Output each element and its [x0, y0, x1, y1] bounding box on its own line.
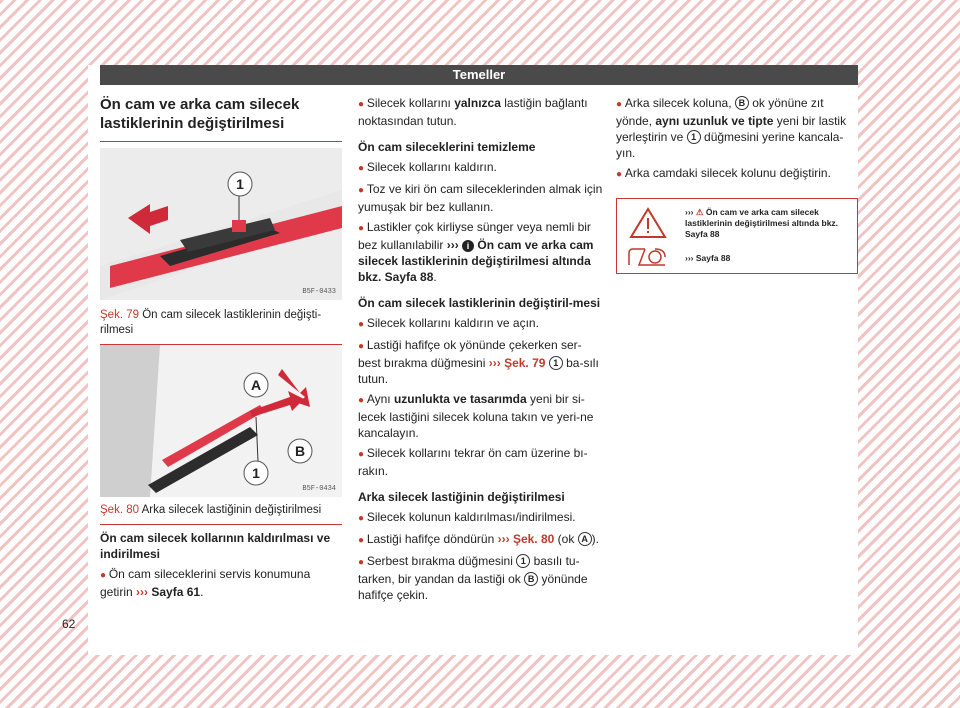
figure-ref[interactable]: Şek. 80 — [512, 532, 555, 546]
text-bold: aynı uzunluk ve tipte — [655, 114, 774, 128]
left-column — [100, 95, 342, 142]
raise-bullet — [100, 566, 342, 600]
grip-bullet — [358, 95, 603, 129]
ref-arrows: ››› — [446, 238, 459, 252]
callout-circle: B — [524, 572, 538, 586]
rear-heading: Arka silecek lastiğinin değiştirilmesi — [358, 490, 565, 504]
warning-box — [616, 198, 858, 274]
ref-arrows: ››› — [488, 356, 501, 370]
clean-bullet-2: ● Toz ve kiri ön cam sileceklerinden almak için yumuşak bir bez kullanın. — [358, 181, 603, 215]
raise-heading: Ön cam silecek kollarının kaldırılması ve indirilmesi — [100, 531, 331, 561]
caption-text: Ön cam silecek lastiklerinin değişti-rilmesi — [100, 309, 322, 336]
page-link[interactable]: Sayfa 61 — [151, 585, 201, 599]
replace-bullet-1: ● Silecek kollarını kaldırın ve açın. — [358, 315, 603, 333]
raise-text: Ön cam sileceklerini servis konumuna getirin — [100, 567, 311, 599]
ref-arrows: ››› — [136, 585, 149, 599]
replace-bullet-2 — [358, 337, 603, 387]
replace-bullet-4: ● Silecek kollarını tekrar ön cam üzerine bı-rakın. — [358, 445, 603, 479]
text: . — [433, 270, 437, 284]
text: Lastikler çok kirliyse sünger veya nemli bir bez kullanılabilir — [358, 220, 591, 252]
raise-section — [100, 530, 342, 604]
text-bold: yalnızca — [454, 96, 501, 110]
caption-number: Şek. 80 — [100, 504, 139, 516]
small-warning-icon: ⚠ — [695, 207, 704, 217]
section-title: Ön cam ve arka cam silecek lastiklerinin değiştirilmesi — [100, 95, 342, 142]
callout-circle: 1 — [549, 356, 563, 370]
text-bold: uzunlukta ve tasarımda — [393, 392, 527, 406]
text: yönünde hafifçe çekin. — [358, 572, 588, 602]
figure-ref[interactable]: Şek. 79 — [504, 356, 546, 370]
clean-bullet-1: ● Silecek kollarını kaldırın. — [358, 159, 603, 177]
raise-end: . — [200, 585, 204, 599]
callout-a: A — [250, 377, 262, 393]
callout-circle: A — [578, 532, 592, 546]
text: basılı tu-tarken, bir yandan da lastiği ok — [358, 554, 580, 586]
text: Aynı — [366, 392, 394, 406]
rear-wiper-illustration — [100, 345, 342, 497]
text: yeni bir lastik yerleştirin ve — [616, 114, 847, 144]
callout-circle: 1 — [516, 554, 530, 568]
ref-arrows: ››› — [685, 207, 694, 217]
text: ba-sılı tutun. — [358, 356, 599, 386]
replace-arm-bullet: ● Arka camdaki silecek kolunu değiştirin. — [616, 165, 861, 183]
chapter-header: Temeller — [100, 65, 858, 85]
rear-bullet-1: ● Silecek kolunun kaldırılması/indirilmesi. — [358, 509, 603, 527]
rear-bullet-3 — [358, 553, 603, 603]
install-bullet — [616, 95, 861, 161]
replace-heading: Ön cam silecek lastiklerinin değiştiril-mesi — [358, 296, 601, 310]
warning-text: Ön cam ve arka cam silecek lastiklerinin değiştirilmesi altında bkz. Sayfa 88 — [685, 207, 839, 239]
clean-heading: Ön cam sileceklerini temizleme — [358, 140, 536, 154]
warning-reference[interactable] — [685, 207, 853, 240]
caption-number: Şek. 79 — [100, 309, 139, 321]
caption-80 — [100, 503, 342, 525]
figure-code: B5F-0434 — [302, 485, 336, 493]
callout-circle: 1 — [687, 130, 701, 144]
text: yeni bir si-lecek lastiğini silecek koluna takın ve yeri-ne kancalayın. — [358, 392, 594, 440]
text: Arka silecek koluna, — [624, 96, 735, 110]
callout-circle: B — [735, 96, 749, 110]
callout-1: 1 — [252, 465, 260, 481]
environment-reference[interactable]: ››› Sayfa 88 — [685, 253, 731, 263]
text: Lastiği hafifçe ok yönünde çekerken ser-best bırakma düğmesini — [358, 338, 582, 370]
right-column — [616, 95, 861, 187]
text: lastiğin bağlantı noktasından tutun. — [358, 96, 588, 128]
text: ok yönüne zıt yönde, — [616, 96, 824, 128]
figure-79 — [100, 148, 342, 300]
clean-bullet-3 — [358, 219, 603, 285]
figure-code: B5F-0433 — [302, 288, 336, 296]
callout-1: 1 — [236, 176, 244, 192]
text: Lastiği hafifçe döndürün — [366, 532, 498, 546]
rear-bullet-2 — [358, 531, 603, 549]
figure-80 — [100, 345, 342, 497]
text: düğmesini yerine kancala-yın. — [616, 130, 844, 160]
text: Silecek kollarını — [366, 96, 455, 110]
callout-b: B — [294, 443, 306, 459]
ref-arrows: ››› — [497, 532, 510, 546]
text: Serbest bırakma düğmesini — [366, 554, 517, 568]
text: ). — [591, 532, 599, 546]
environment-icon — [625, 245, 671, 269]
caption-79 — [100, 308, 342, 345]
windshield-wiper-illustration — [100, 148, 342, 300]
warning-triangle-icon — [629, 207, 667, 239]
text: (ok — [554, 532, 578, 546]
info-icon: i — [462, 240, 474, 252]
text-bold[interactable]: Ön cam ve arka cam silecek lastiklerinin değiştirilmesi altında bkz. Sayfa 88 — [358, 238, 594, 284]
replace-bullet-3 — [358, 391, 603, 441]
middle-column — [358, 95, 603, 607]
page-number: 62 — [62, 617, 76, 631]
caption-text: Arka silecek lastiğinin değiştirilmesi — [141, 504, 322, 516]
